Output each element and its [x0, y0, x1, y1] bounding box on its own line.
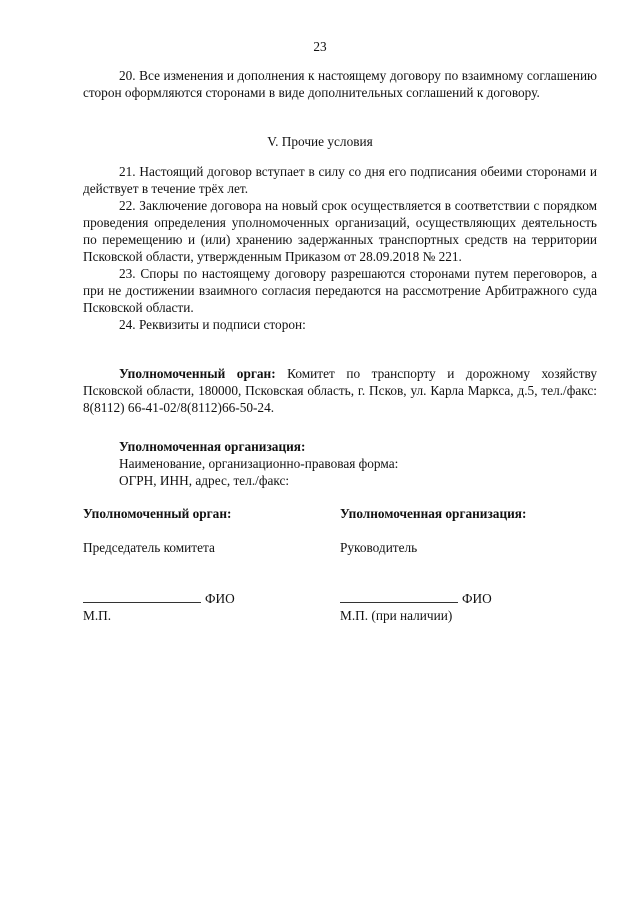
clauses-21-24: [83, 163, 597, 333]
authority-details: Комитет по транспорту и дорожному хозяйству Псковской области, 180000, Псковская область, г. Псков, ул. Карла Маркса, д.5, тел./факс: 8(8112) 66-41-02/8(8112)66-50-24.: [83, 366, 597, 415]
signature-left-line: [83, 590, 323, 607]
clause-20-text: 20. Все изменения и дополнения к настоящему договору по взаимному соглашению сторон оформляются сторонами в виде дополнительных соглашений к договору.: [83, 68, 597, 100]
page-number: 23: [313, 39, 327, 54]
signature-right-title: Уполномоченная организация:: [340, 506, 527, 521]
signature-right: [340, 505, 580, 624]
clause-24-text: 24. Реквизиты и подписи сторон:: [119, 317, 306, 332]
signature-right-stamp: М.П. (при наличии): [340, 608, 453, 623]
signature-right-fio: ФИО: [462, 591, 492, 606]
authority-label: Уполномоченный орган:: [119, 366, 276, 381]
organization-line-1: Наименование, организационно-правовая форма:: [119, 456, 399, 471]
signature-left-title: Уполномоченный орган:: [83, 506, 232, 521]
organization-label: Уполномоченная организация:: [119, 439, 306, 454]
clause-21-text: 21. Настоящий договор вступает в силу со дня его подписания обеими сторонами и действует в течение трёх лет.: [83, 164, 597, 196]
clause-20: [83, 67, 597, 101]
signature-left-fio: ФИО: [205, 591, 235, 606]
authority-requisites-text: [83, 365, 597, 416]
signature-right-line: [340, 590, 580, 607]
organization-requisites: [83, 438, 597, 489]
authority-requisites: [83, 365, 597, 416]
clause-23-text: 23. Споры по настоящему договору разрешаются сторонами путем переговоров, а при не достижении взаимного согласия передаются на рассмотрение Арбитражного суда Псковской области.: [83, 266, 597, 315]
organization-line-2: ОГРН, ИНН, адрес, тел./факс:: [119, 473, 290, 488]
clause-22-text: 22. Заключение договора на новый срок осуществляется в соответствии с порядком проведения определения уполномоченных организаций, осуществляющих деятельность по перемещению и (или) хранению задержанных транспортных средств на территории Псковской области, утвержденным Приказом от 28.09.2018 № 221.: [83, 198, 597, 264]
signature-right-blank: [340, 590, 458, 603]
signature-left-position: Председатель комитета: [83, 540, 215, 555]
signature-left: [83, 505, 323, 624]
signature-left-blank: [83, 590, 201, 603]
signature-left-stamp: М.П.: [83, 608, 112, 623]
section-title: V. Прочие условия: [267, 134, 373, 149]
signature-right-position: Руководитель: [340, 540, 418, 555]
